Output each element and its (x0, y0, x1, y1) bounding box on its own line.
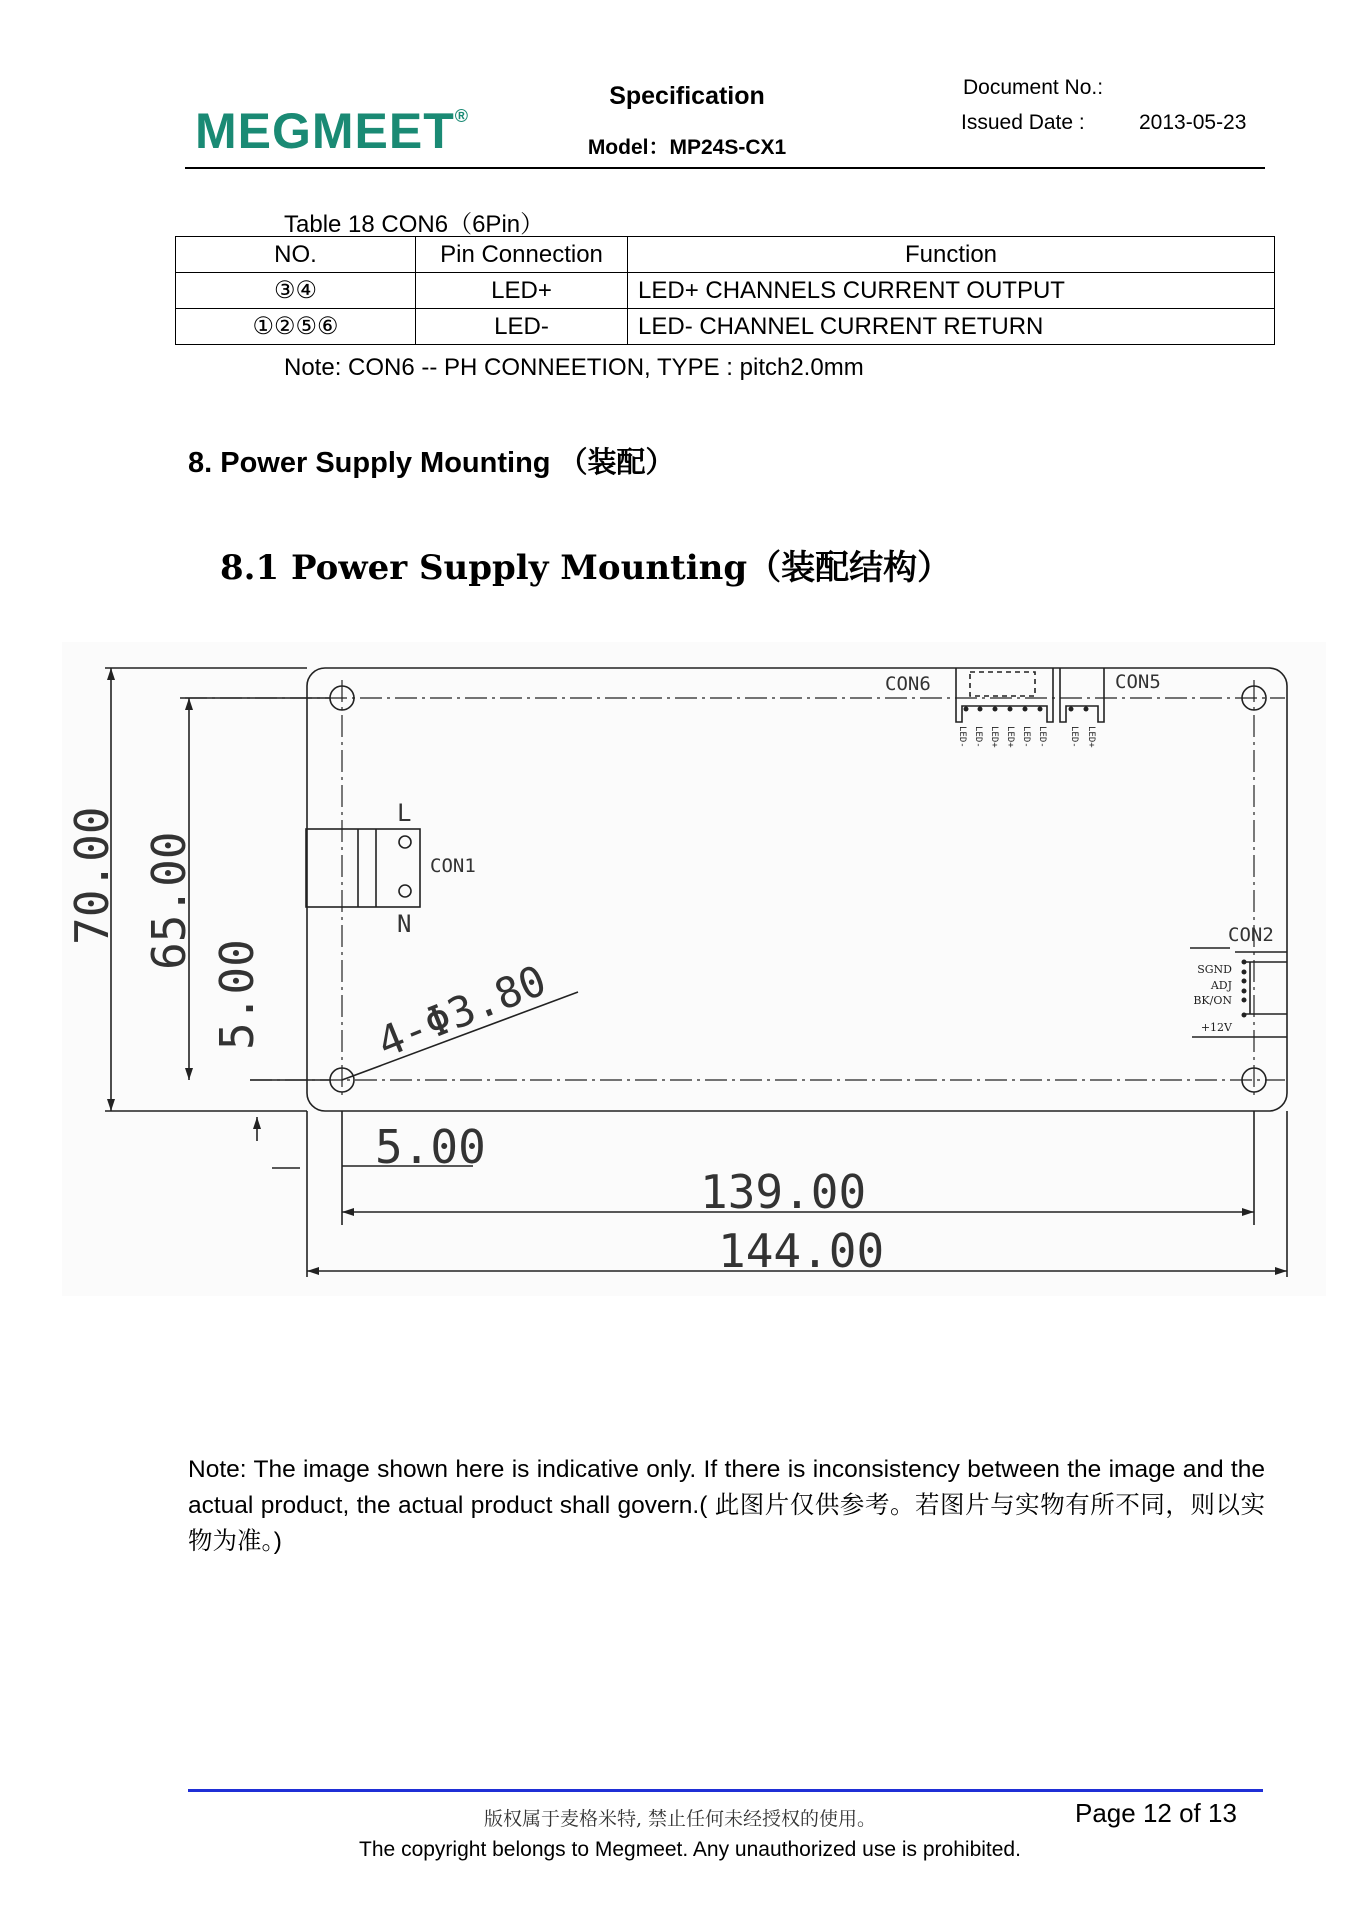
con6-pin-label: LED- (1037, 726, 1047, 748)
cell-no: ①②⑤⑥ (176, 309, 416, 345)
logo-text: MEGMEET (195, 103, 455, 159)
cell-function: LED- CHANNEL CURRENT RETURN (628, 309, 1275, 345)
con6-pin-label: LED- (973, 726, 983, 748)
model-label: Model：MP24S-CX1 (587, 136, 787, 159)
copyright-cn: 版权属于麦格米特, 禁止任何未经授权的使用。 (483, 1808, 877, 1830)
dim-144: 144.00 (718, 1224, 885, 1278)
con2-label: CON2 (1228, 924, 1274, 946)
con6-connector (956, 668, 1053, 722)
con1-l-label: L (397, 799, 412, 827)
con5-pin-label: LED- (1069, 726, 1079, 748)
table-note: Note: CON6 -- PH CONNEETION, TYPE : pitch2.0mm (284, 354, 864, 381)
board-outline (307, 668, 1287, 1111)
dimension-arrows (107, 668, 1287, 1275)
section-8-heading: 8. Power Supply Mounting （装配） (188, 447, 675, 479)
table-caption: Table 18 CON6（6Pin） (284, 211, 545, 238)
holes-label: 4-Φ3.80 (370, 955, 553, 1068)
dim-70: 70.00 (65, 806, 119, 945)
con2-pin-12v: +12V (1200, 1021, 1232, 1034)
con1-n-label: N (397, 910, 412, 938)
cell-pin: LED+ (416, 273, 628, 309)
con6-pin-label: LED+ (989, 726, 999, 748)
dim-139: 139.00 (700, 1165, 867, 1219)
footer-divider (188, 1789, 1263, 1792)
con1-label: CON1 (430, 855, 476, 877)
page-number: Page 12 of 13 (1075, 1798, 1237, 1828)
con5-label: CON5 (1115, 671, 1161, 693)
con6-pin-label: LED- (1021, 726, 1031, 748)
header-no: NO. (176, 237, 416, 273)
con6-pin-label: LED- (957, 726, 967, 748)
connector-pins (964, 707, 1089, 712)
con2-pin-adj: ADJ (1210, 979, 1232, 992)
con2-pins (1242, 960, 1247, 1018)
con5-pin-label: LED+ (1086, 726, 1096, 748)
issued-date: 2013-05-23 (1139, 111, 1247, 134)
dim-65: 65.00 (142, 831, 196, 970)
spec-title: Specification (609, 82, 765, 110)
con6-pin-label: LED+ (1005, 726, 1015, 748)
section-8-1-heading: 8.1 Power Supply Mounting（装配结构） (220, 548, 952, 588)
cell-pin: LED- (416, 309, 628, 345)
copyright-en: The copyright belongs to Megmeet. Any unauthorized use is prohibited. (359, 1838, 1021, 1861)
con2-pin-bkon: BK/ON (1193, 994, 1232, 1007)
header-pin-connection: Pin Connection (416, 237, 628, 273)
con1-connector (306, 829, 420, 907)
dim-5-horizontal: 5.00 (375, 1120, 486, 1174)
con2-pin-sgnd: SGND (1197, 963, 1232, 976)
document-no-label: Document No.: (963, 76, 1104, 99)
cell-function: LED+ CHANNELS CURRENT OUTPUT (628, 273, 1275, 309)
dim-5-vertical: 5.00 (210, 939, 264, 1050)
dimension-lines (105, 668, 1287, 1277)
image-disclaimer-note: Note: The image shown here is indicative only. If there is inconsistency between the image and the actual product, the actual product shall govern.( 此图片仅供参考。若图片与实物有所不同，则以实物为准。) (188, 1456, 1265, 1555)
cell-no: ③④ (176, 273, 416, 309)
con5-connector (1060, 668, 1104, 722)
con6-label: CON6 (885, 673, 931, 695)
center-lines (185, 680, 1285, 1100)
registered-mark: ® (454, 106, 470, 126)
header-function: Function (628, 237, 1275, 273)
issued-date-label: Issued Date : (961, 111, 1085, 134)
